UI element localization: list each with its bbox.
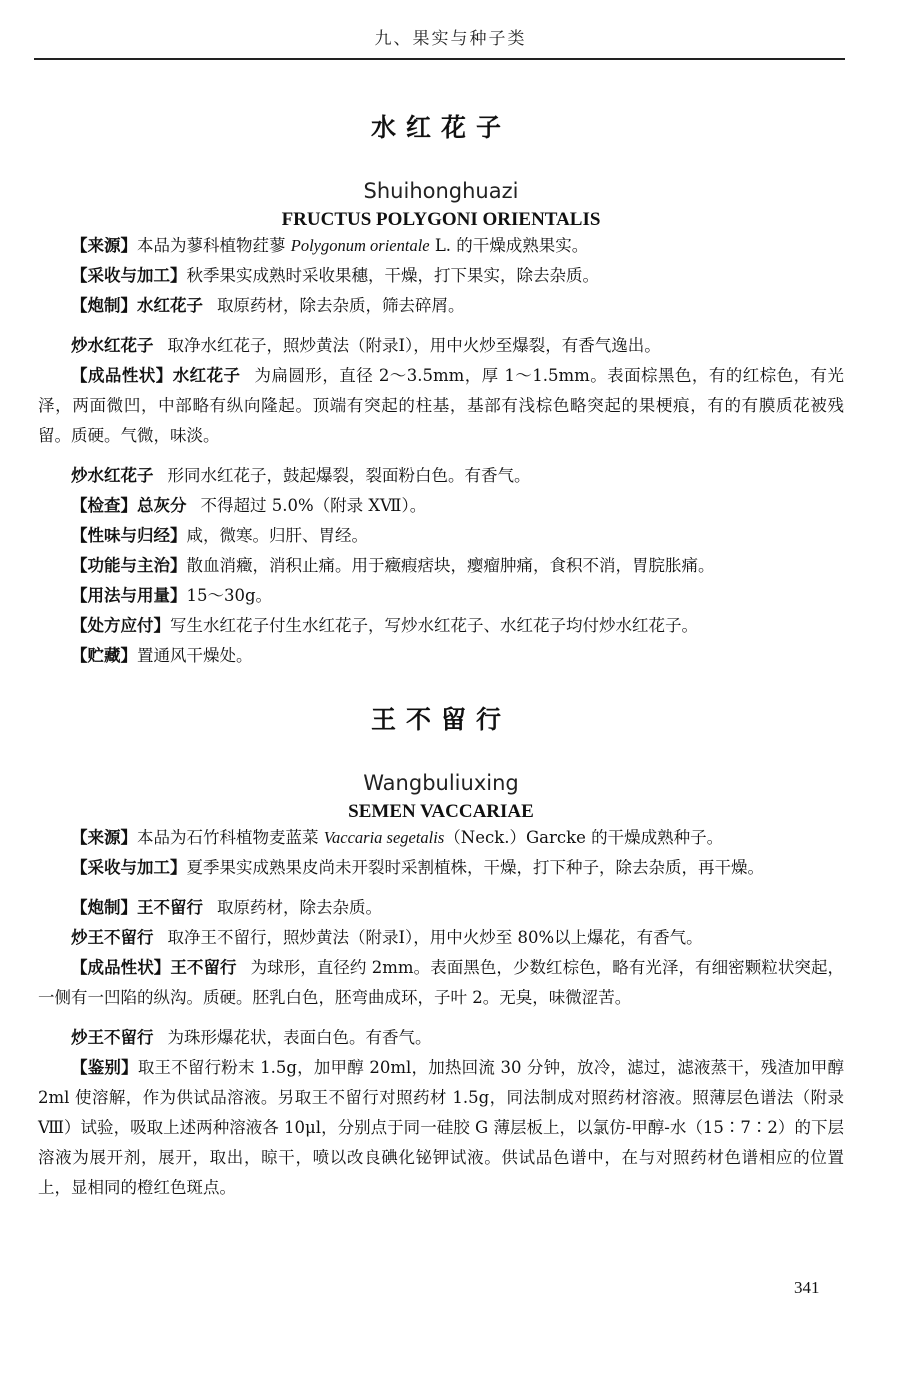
section-harvest — [38, 853, 844, 883]
section-label: 【鉴别】 — [71, 1058, 138, 1077]
section-label: 【处方应付】 — [71, 616, 170, 635]
section-text: 本品为石竹科植物麦蓝菜 — [137, 828, 324, 847]
section-source — [38, 231, 844, 261]
entry-title: 王不留行 — [370, 705, 511, 734]
section-label: 【贮藏】 — [71, 646, 137, 665]
page-number: 341 — [794, 1278, 820, 1297]
section-processing — [38, 291, 844, 321]
subsection-label: 总灰分 — [137, 496, 187, 515]
section-label: 【成品性状】 — [71, 366, 173, 385]
section-text: 置通风干燥处。 — [137, 646, 253, 665]
section-harvest — [38, 261, 844, 291]
section-processing-fried — [38, 331, 844, 361]
section-text: 夏季果实成熟果皮尚未开裂时采割植株，干燥，打下种子，除去杂质，再干燥。 — [186, 858, 764, 877]
section-text: 不得超过 5.0%（附录 XⅦ）。 — [200, 496, 427, 515]
section-usage — [38, 581, 844, 611]
section-label: 【性味与归经】 — [71, 526, 187, 545]
subsection-label: 水红花子 — [172, 366, 241, 385]
section-label: 【来源】 — [71, 828, 137, 847]
section-prescription — [38, 611, 844, 641]
header-rule — [34, 58, 845, 60]
section-label: 【炮制】 — [71, 296, 137, 315]
section-label: 【采收与加工】 — [71, 266, 187, 285]
subsection-label: 炒王不留行 — [71, 928, 154, 947]
section-label: 【成品性状】 — [71, 958, 171, 977]
section-source — [38, 823, 844, 853]
section-text: 15～30g。 — [186, 586, 273, 605]
section-text: 写生水红花子付生水红花子，写炒水红花子、水红花子均付炒水红花子。 — [170, 616, 698, 635]
section-check — [38, 491, 844, 521]
subsection-label: 王不留行 — [170, 958, 237, 977]
section-text: （Neck.）Garcke 的干燥成熟种子。 — [444, 828, 724, 847]
monograph-shuihonghuazi — [38, 108, 844, 671]
entry-pinyin: Wangbuliuxing — [363, 771, 519, 795]
section-label: 【来源】 — [71, 236, 137, 255]
section-text: 取净水红花子，照炒黄法（附录Ⅰ），用中火炒至爆裂，有香气逸出。 — [167, 336, 661, 355]
subsection-label: 炒王不留行 — [71, 1028, 154, 1047]
section-text: 为球形，直径约 2mm。表面黑色，少数红棕色，略有光泽，有细密颗粒状突起，一侧有一凹陷的纵沟。质硬。胚乳白色，胚弯曲成环，子叶 2。无臭，味微涩苦。 — [38, 958, 845, 1007]
section-identification — [38, 1053, 844, 1203]
section-text: 咸，微寒。归肝、胃经。 — [186, 526, 368, 545]
section-text: 取原药材，除去杂质，筛去碎屑。 — [217, 296, 465, 315]
section-text: 形同水红花子，鼓起爆裂，裂面粉白色。有香气。 — [167, 466, 531, 485]
section-processing-fried — [38, 923, 844, 953]
section-text: 取净王不留行，照炒黄法（附录Ⅰ），用中火炒至 80%以上爆花，有香气。 — [167, 928, 703, 947]
section-label: 【采收与加工】 — [71, 858, 187, 877]
section-label: 【功能与主治】 — [71, 556, 187, 575]
section-label: 【炮制】 — [71, 898, 137, 917]
subsection-label: 炒水红花子 — [71, 466, 154, 485]
section-nature — [38, 521, 844, 551]
section-label: 【用法与用量】 — [71, 586, 187, 605]
subsection-label: 水红花子 — [137, 296, 203, 315]
section-text: 本品为蓼科植物荭蓼 — [137, 236, 291, 255]
species-name: Polygonum orientale — [290, 236, 430, 255]
section-traits-fried — [38, 1023, 844, 1053]
section-function — [38, 551, 844, 581]
section-text: 散血消癥，消积止痛。用于癥瘕痞块，瘿瘤肿痛，食积不消，胃脘胀痛。 — [186, 556, 715, 575]
section-text: L. 的干燥成熟果实。 — [429, 236, 589, 255]
entry-latin-name: FRUCTUS POLYGONI ORIENTALIS — [281, 209, 601, 230]
section-text: 为珠形爆花状，表面白色。有香气。 — [167, 1028, 432, 1047]
section-storage — [38, 641, 844, 671]
section-processing — [38, 893, 844, 923]
running-head: 九、果实与种子类 — [374, 29, 527, 49]
entry-title: 水红花子 — [370, 113, 511, 142]
monograph-wangbuliuxing — [38, 700, 844, 1203]
section-text: 取王不留行粉末 1.5g，加甲醇 20ml，加热回流 30 分钟，放冷，滤过，滤液蒸干，残渣加甲醇 2ml 使溶解，作为供试品溶液。另取王不留行对照药材 1.5g，同法制成对照药材溶液。照薄层色谱法（附录Ⅷ）试验，吸取上述两种溶液各 10μl，分别点于同一硅胶 G 薄层板上，以氯仿-甲醇-水（15∶7∶2）的下层溶液为展开剂，展开，取出，晾干，喷以改良碘化铋钾试液。供试品色谱中，在与对照药材色谱相应的位置上，显相同的橙红色斑点。 — [38, 1058, 845, 1197]
species-name: Vaccaria segetalis — [323, 828, 445, 847]
section-traits — [38, 953, 844, 1013]
entry-latin-name: SEMEN VACCARIAE — [348, 801, 534, 822]
subsection-label: 炒水红花子 — [71, 336, 154, 355]
section-traits — [38, 361, 844, 451]
section-traits-fried — [38, 461, 844, 491]
section-text: 取原药材，除去杂质。 — [217, 898, 382, 917]
section-text: 秋季果实成熟时采收果穗，干燥，打下果实，除去杂质。 — [186, 266, 599, 285]
subsection-label: 王不留行 — [137, 898, 203, 917]
entry-pinyin: Shuihonghuazi — [363, 179, 519, 203]
section-label: 【检查】 — [71, 496, 137, 515]
section-text: 为扁圆形，直径 2～3.5mm，厚 1～1.5mm。表面棕黑色，有的红棕色，有光泽，两面微凹，中部略有纵向隆起。顶端有突起的柱基，基部有浅棕色略突起的果梗痕，有的有膜质花被残留。质硬。气微，味淡。 — [38, 366, 845, 445]
